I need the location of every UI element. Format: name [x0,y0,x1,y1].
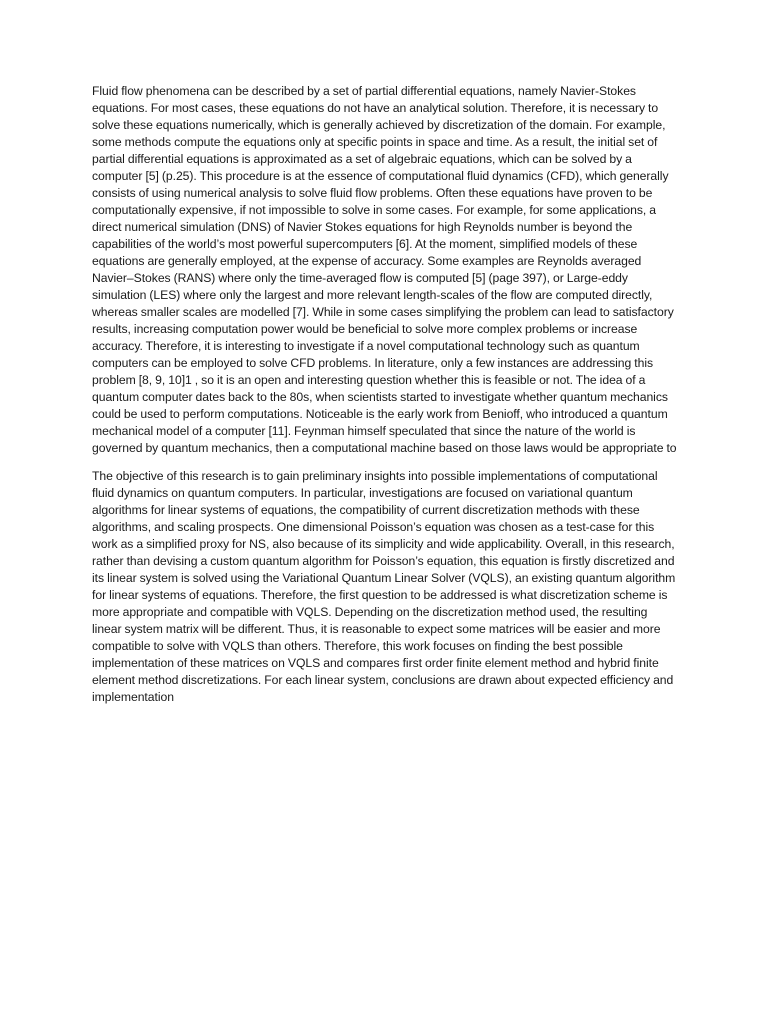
paragraph-1: Fluid flow phenomena can be described by a set of partial differential equations, namely Navier-Stokes equations. For most cases, these equations do not have an analytical solution. Therefore, it is necessary to solve these equations numerically, which is generally achieved by discretization of the domain. For example, some methods compute the equations only at specific points in space and time. As a result, the initial set of partial differential equations is approximated as a set of algebraic equations, which can be solved by a computer [5] (p.25). This procedure is at the essence of computational fluid dynamics (CFD), which generally consists of using numerical analysis to solve fluid flow problems. Often these equations have proven to be computationally expensive, if not impossible to solve in some cases. For example, for some applications, a direct numerical simulation (DNS) of Navier Stokes equations for high Reynolds number is beyond the capabilities of the world’s most powerful supercomputers [6]. At the moment, simplified models of these equations are generally employed, at the expense of accuracy. Some examples are Reynolds averaged Navier–Stokes (RANS) where only the time-averaged flow is computed [5] (page 397), or Large-eddy simulation (LES) where only the largest and more relevant length-scales of the flow are computed directly, whereas smaller scales are modelled [7]. While in some cases simplifying the problem can lead to satisfactory results, increasing computation power would be beneficial to solve more complex problems or increase accuracy. Therefore, it is interesting to investigate if a novel computational technology such as quantum computers can be employed to solve CFD problems. In literature, only a few instances are addressing this problem [8, 9, 10]1 , so it is an open and interesting question whether this is feasible or not. The idea of a quantum computer dates back to the 80s, when scientists started to investigate whether quantum mechanics could be used to perform computations. Noticeable is the early work from Benioff, who introduced a quantum mechanical model of a computer [11]. Feynman himself speculated that since the nature of the world is governed by quantum mechanics, then a computational machine based on those laws would be appropriate to [92,84,677,455]
document-page [92,83,678,706]
paragraph-2: The objective of this research is to gain preliminary insights into possible implementations of computational fluid dynamics on quantum computers. In particular, investigations are focused on variational quantum algorithms for linear systems of equations, the compatibility of current discretization methods with these algorithms, and scaling prospects. One dimensional Poisson’s equation was chosen as a test-case for this work as a simplified proxy for NS, also because of its simplicity and wide applicability. Overall, in this research, rather than devising a custom quantum algorithm for Poisson’s equation, this equation is firstly discretized and its linear system is solved using the Variational Quantum Linear Solver (VQLS), an existing quantum algorithm for linear systems of equations. Therefore, the first question to be addressed is what discretization scheme is more appropriate and compatible with VQLS. Depending on the discretization method used, the resulting linear system matrix will be different. Thus, it is reasonable to expect some matrices will be easier and more compatible to solve with VQLS than others. Therefore, this work focuses on finding the best possible implementation of these matrices on VQLS and compares first order finite element method and hybrid finite element method discretizations. For each linear system, conclusions are drawn about expected efficiency and implementation [92,469,676,704]
